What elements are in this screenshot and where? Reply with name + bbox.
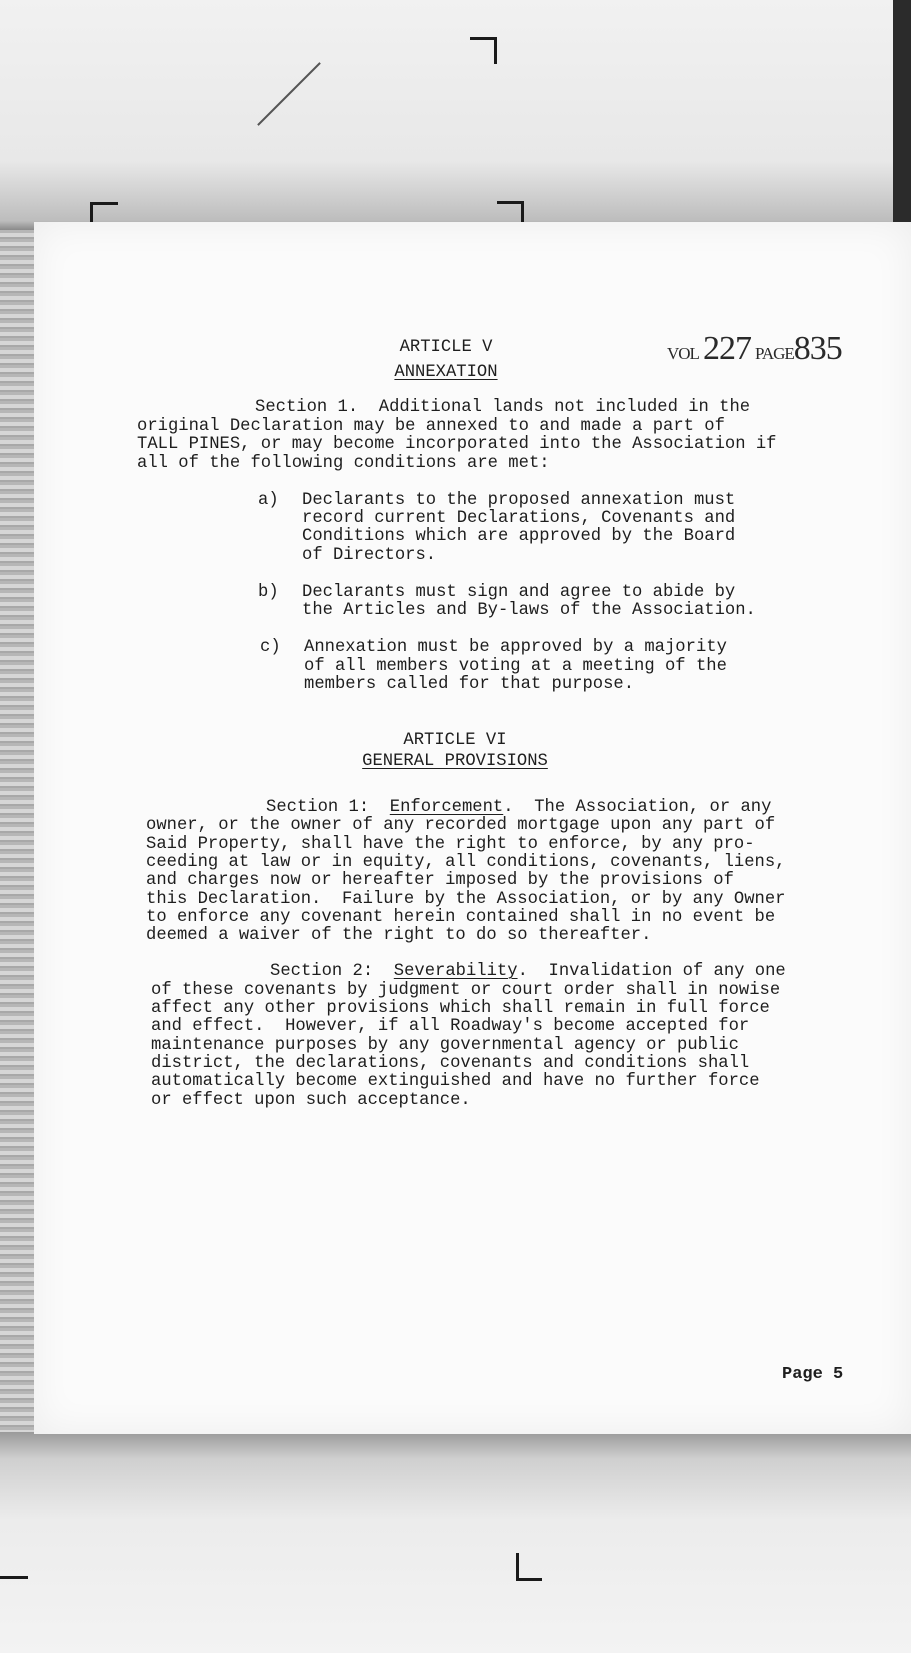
enforcement-title: Enforcement (389, 798, 504, 817)
section-rest: . Invalidation of any one (517, 962, 786, 981)
severability-line: and effect. However, if all Roadway's become accepted for (151, 1017, 750, 1036)
volume-page-stamp (667, 330, 842, 368)
page-number-stamp: 835 (793, 330, 842, 367)
enforcement-line: owner, or the owner of any recorded mortgage upon any part of (146, 816, 776, 835)
enforcement-line: and charges now or hereafter imposed by the provisions of (146, 871, 734, 890)
list-item-line: Conditions which are approved by the Board (302, 527, 736, 546)
list-item-line: Declarants to the proposed annexation must (302, 491, 736, 510)
severability-line: or effect upon such acceptance. (151, 1091, 471, 1110)
scan-edge-shadow (893, 0, 911, 230)
list-item-line: Declarants must sign and agree to abide by (302, 583, 736, 602)
enforcement-line: deemed a waiver of the right to do so thereafter. (146, 926, 652, 945)
severability-line: automatically become extinguished and have no further force (151, 1072, 760, 1091)
severability-title: Severability (393, 962, 518, 981)
list-item-letter: b) (258, 583, 279, 602)
article-v-subheading: ANNEXATION (394, 363, 498, 382)
next-page-strip (0, 1432, 911, 1653)
enforcement-line: Said Property, shall have the right to enforce, by any pro- (146, 835, 755, 854)
section-label: Section 2: (270, 962, 394, 981)
severability-line: district, the declarations, covenants and conditions shall (151, 1054, 750, 1073)
enforcement-line: this Declaration. Failure by the Association, or by any Owner (146, 890, 786, 909)
page-label: PAGE (754, 344, 794, 363)
previous-page-strip (0, 0, 911, 230)
crop-mark (0, 1576, 28, 1579)
article-vi-heading: ARTICLE VI (403, 731, 507, 750)
enforcement-line: ceeding at law or in equity, all conditions, covenants, liens, (146, 853, 786, 872)
list-item-line: of Directors. (302, 546, 437, 565)
section-rest: . The Association, or any (503, 798, 772, 817)
page-footer-number: Page 5 (782, 1365, 844, 1384)
crop-mark (516, 1578, 542, 1581)
list-item-letter: c) (260, 638, 281, 657)
article-v-section1-line: original Declaration may be annexed to and made a part of (137, 417, 725, 436)
crop-mark (90, 202, 118, 205)
binding-edge (0, 230, 34, 1435)
list-item-line: record current Declarations, Covenants and (302, 509, 736, 528)
crop-mark (516, 1553, 519, 1580)
list-item-line: of all members voting at a meeting of the (304, 657, 727, 676)
enforcement-line: to enforce any covenant herein contained shall in no event be (146, 908, 776, 927)
article-v-section1-line: Section 1. Additional lands not included in the (255, 398, 751, 417)
section-label: Section 1: (266, 798, 390, 817)
crop-mark (494, 37, 497, 64)
article-v-section1-line: TALL PINES, or may become incorporated into the Association if (137, 435, 777, 454)
list-item-line: the Articles and By-laws of the Association. (302, 601, 756, 620)
vol-number: 227 (702, 330, 751, 367)
crop-mark (497, 201, 523, 204)
vol-label: VOL (667, 344, 699, 363)
list-item-line: members called for that purpose. (304, 675, 635, 694)
severability-line: of these covenants by judgment or court order shall in nowise (151, 981, 781, 1000)
crop-mark (521, 201, 524, 223)
severability-line: affect any other provisions which shall remain in full force (151, 999, 770, 1018)
severability-first-line (270, 963, 786, 981)
article-v-section1-line: all of the following conditions are met: (137, 454, 550, 473)
severability-line: maintenance purposes by any governmental agency or public (151, 1036, 739, 1055)
article-v-heading: ARTICLE V (399, 338, 493, 357)
article-vi-subheading: GENERAL PROVISIONS (362, 752, 548, 771)
crop-mark (470, 37, 496, 40)
list-item-line: Annexation must be approved by a majority (304, 638, 727, 657)
enforcement-first-line (266, 799, 771, 817)
list-item-letter: a) (258, 491, 279, 510)
